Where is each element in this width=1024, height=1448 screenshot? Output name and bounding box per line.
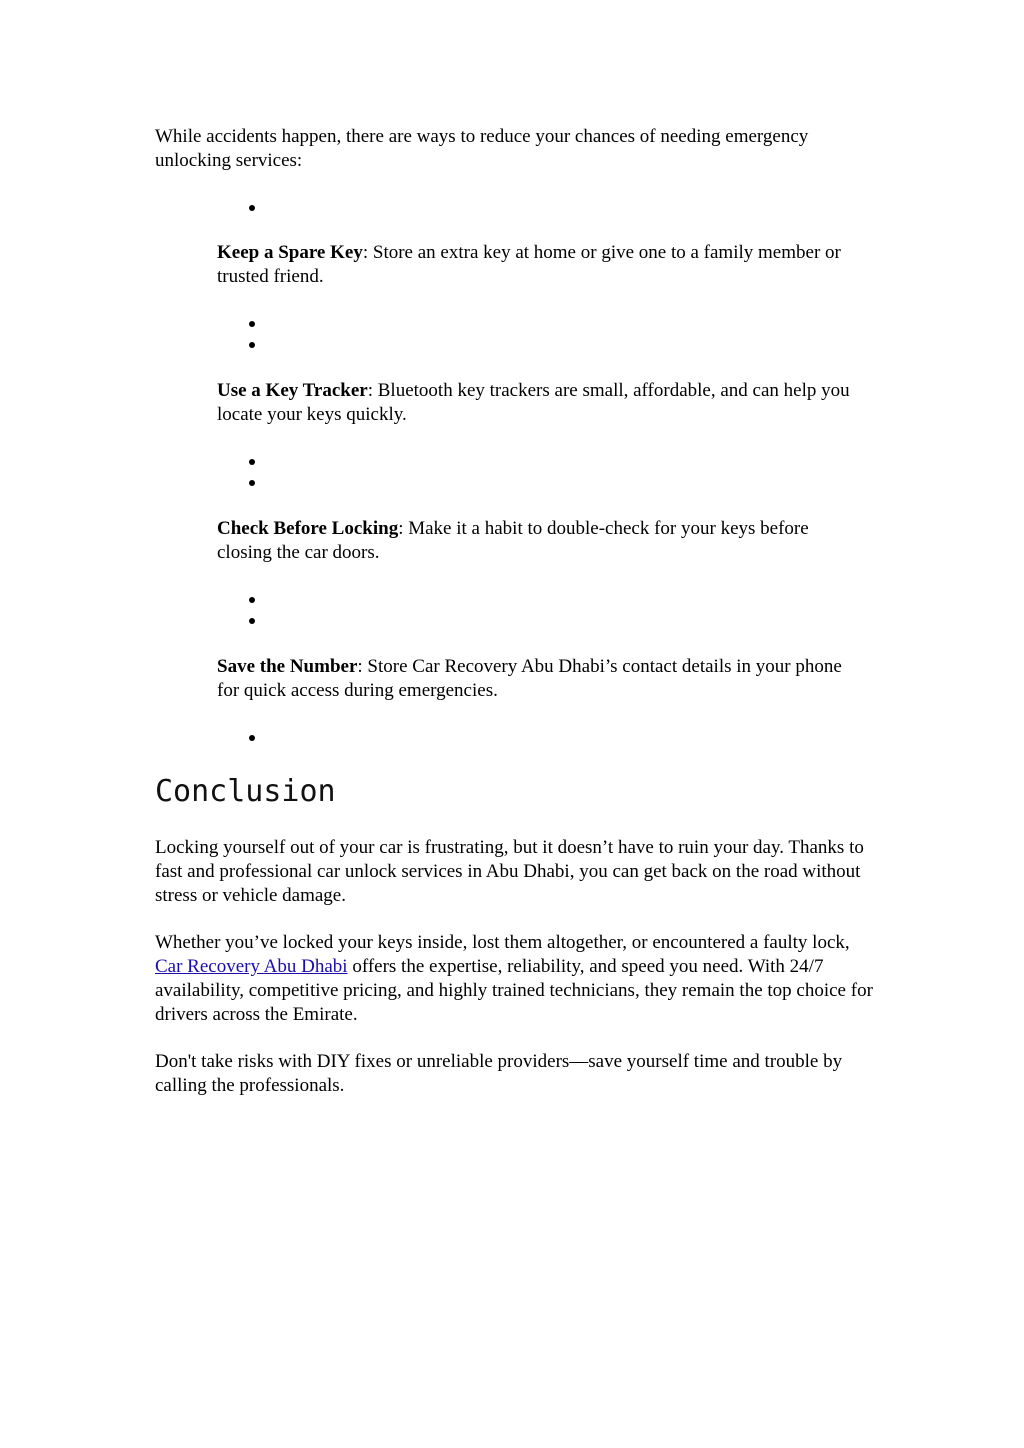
- tip-title: Use a Key Tracker: [217, 380, 368, 401]
- bullet-empty: [248, 616, 258, 626]
- tip-title: Save the Number: [217, 656, 358, 677]
- car-recovery-link[interactable]: Car Recovery Abu Dhabi: [155, 956, 348, 977]
- bullet-empty: [248, 319, 258, 329]
- tip-text: : Bluetooth key trackers are small, affordable, and can help you locate your keys quickly.: [217, 380, 850, 425]
- bullet-empty: [248, 595, 258, 605]
- tip-spare-key: [217, 241, 867, 289]
- bullet-empty: [248, 478, 258, 488]
- paragraph-text: offers the expertise, reliability, and speed you need. With 24/7 availability, competitive pricing, and highly trained technicians, they remain the top choice for drivers across the Emirate.: [155, 956, 873, 1025]
- tip-key-tracker: [217, 379, 867, 427]
- tip-text: : Make it a habit to double-check for your keys before closing the car doors.: [217, 518, 809, 563]
- conclusion-paragraph-1: Locking yourself out of your car is frustrating, but it doesn’t have to ruin your day. Thanks to fast and professional car unlock services in Abu Dhabi, you can get back on the road without stress or vehicle damage.: [155, 837, 864, 906]
- tip-text: : Store Car Recovery Abu Dhabi’s contact details in your phone for quick access during emergencies.: [217, 656, 842, 701]
- tip-title: Check Before Locking: [217, 518, 399, 539]
- tip-check-before-locking: [217, 517, 867, 565]
- conclusion-paragraph-2: [155, 931, 875, 1027]
- tip-save-number: [217, 655, 867, 703]
- tip-text: : Store an extra key at home or give one to a family member or trusted friend.: [217, 242, 841, 287]
- bullet-empty: [248, 457, 258, 467]
- tip-title: Keep a Spare Key: [217, 242, 363, 263]
- bullet-empty: [248, 340, 258, 350]
- bullet-empty: [248, 733, 258, 743]
- conclusion-heading: Conclusion: [155, 774, 336, 809]
- conclusion-paragraph-3: Don't take risks with DIY fixes or unreliable providers—save yourself time and trouble by calling the professionals.: [155, 1051, 843, 1096]
- paragraph-text: Whether you’ve locked your keys inside, lost them altogether, or encountered a faulty lock,: [155, 932, 850, 953]
- bullet-empty: [248, 203, 258, 213]
- intro-paragraph: While accidents happen, there are ways to reduce your chances of needing emergency unlocking services:: [155, 126, 809, 171]
